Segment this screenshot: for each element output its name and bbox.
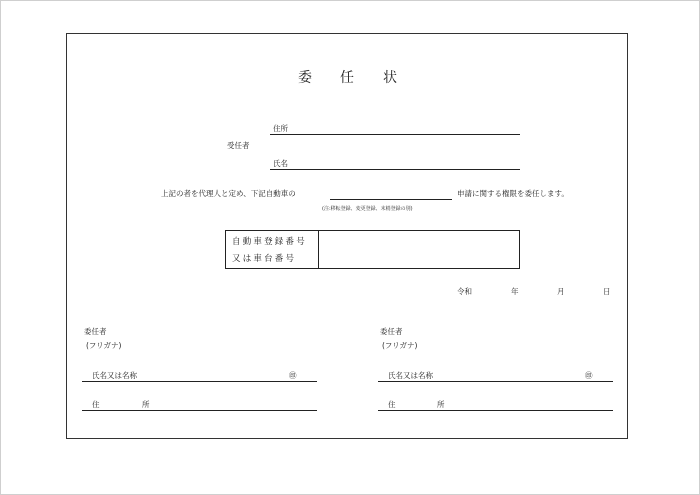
delegator-2-seal-icon: ㊞ bbox=[585, 371, 593, 380]
proxy-name-label: 氏名 bbox=[273, 159, 288, 168]
registration-number-table bbox=[225, 230, 520, 269]
date-day: 日 bbox=[603, 287, 611, 296]
delegator-1-name-line[interactable] bbox=[82, 381, 317, 382]
delegation-text-before: 上記の者を代理人と定め、下記自動車の bbox=[161, 189, 296, 198]
date-era: 令和 bbox=[457, 287, 472, 296]
delegator-2-furigana: (フリガナ) bbox=[382, 341, 418, 350]
registration-number-field[interactable] bbox=[319, 231, 517, 267]
proxy-address-line[interactable] bbox=[270, 134, 520, 135]
registration-number-label: 自動車登録番号 bbox=[232, 237, 307, 247]
date-year: 年 bbox=[511, 287, 519, 296]
delegator-2-address-label-2: 所 bbox=[437, 400, 445, 409]
delegator-1-furigana: (フリガナ) bbox=[86, 341, 122, 350]
delegator-2-address-label-1: 住 bbox=[388, 400, 396, 409]
title-char-3: 状 bbox=[383, 70, 397, 86]
delegation-text-after: 申請に関する権限を委任します。 bbox=[457, 189, 569, 198]
chassis-number-label: 又は車台番号 bbox=[232, 254, 297, 264]
title-char-1: 委 bbox=[298, 70, 312, 86]
delegator-1-name-label: 氏名又は名称 bbox=[92, 371, 137, 380]
delegator-1-seal-icon: ㊞ bbox=[289, 371, 297, 380]
delegator-2-label: 委任者 bbox=[380, 327, 403, 336]
proxy-name-line[interactable] bbox=[270, 169, 520, 170]
delegation-note: (注:移転登録、変更登録、末梢登録の別) bbox=[322, 206, 413, 212]
delegator-2-name-label: 氏名又は名称 bbox=[388, 371, 433, 380]
delegator-2-address-line[interactable] bbox=[378, 410, 613, 411]
delegator-2-name-line[interactable] bbox=[378, 381, 613, 382]
delegator-1-address-line[interactable] bbox=[82, 410, 317, 411]
title-char-2: 任 bbox=[340, 70, 354, 86]
delegator-1-address-label-1: 住 bbox=[92, 400, 100, 409]
date-month: 月 bbox=[557, 287, 565, 296]
proxy-label: 受任者 bbox=[227, 141, 250, 150]
proxy-address-label: 住所 bbox=[273, 124, 288, 133]
delegator-1-label: 委任者 bbox=[84, 327, 107, 336]
delegator-1-address-label-2: 所 bbox=[142, 400, 150, 409]
application-type-line[interactable] bbox=[330, 199, 452, 200]
